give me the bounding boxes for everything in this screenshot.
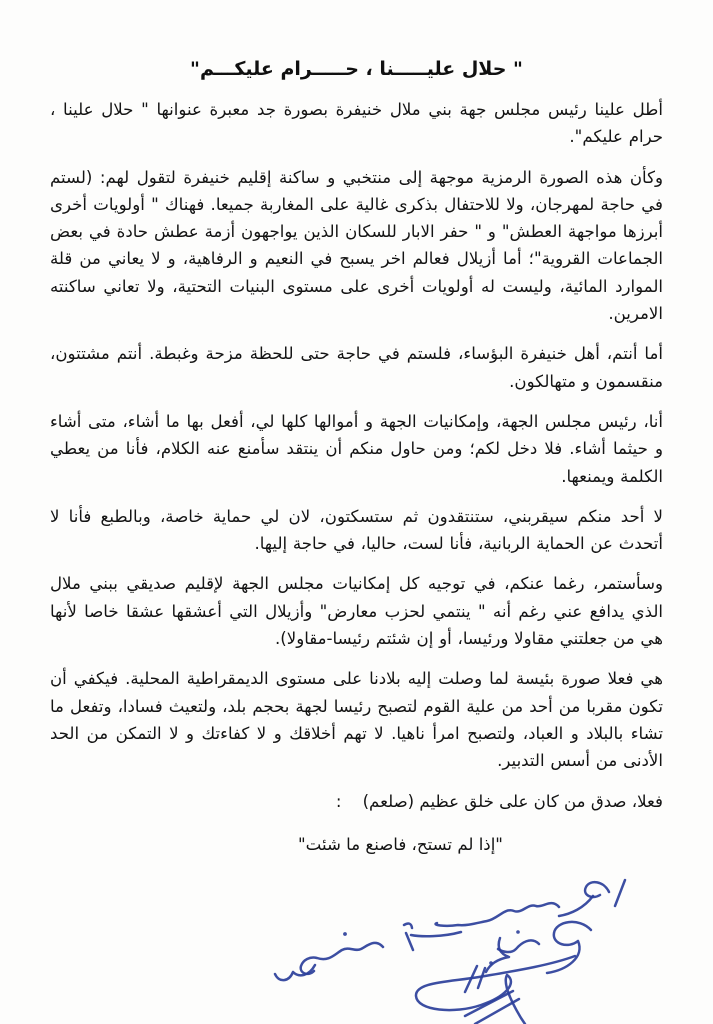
document-title: " حلال عليـــــنا ، حـــــرام عليكـــم" [190,58,523,80]
paragraph-local-democracy: هي فعلا صورة بئيسة لما وصلت إليه بلادنا على مستوى الديمقراطية المحلية. فيكفي أن تكون مقربا من أحد من علية القوم لتصبح رئيسا لجهة بحجم بلد، ولتعيث فسادا، وتفعل ما تشاء بالبلاد و العباد، ولتصبح امرأ ناهيا. لا تهم أخلاقك و لا كفاءتك و لا التمكن من الحد الأدنى من أسس التدبير. [50,669,663,771]
handwritten-signature [253,870,663,1024]
paragraph-intro: أطل علينا رئيس مجلس جهة بني ملال خنيفرة بصورة جد معبرة عنوانها " حلال علينا ، حرام عليكم". [50,100,663,147]
closing-line: فعلا، صدق من كان على خلق عظيم (صلعم) : [335,791,663,811]
hadith-quote: "إذا لم تستح، فاصنع ما شئت" [298,834,503,854]
paragraph-continue-funding: وسأستمر، رغما عنكم، في توجيه كل إمكانيات مجلس الجهة لإقليم صديقي ببني ملال الذي يدافع عني رغم أنه " ينتمي لحزب معارض" وأزيلال التي أعشقها عشقا خاصا لأنها هي من جعلتني مقاولا ورئيسا، أو إن شئتم رئيسا-مقاولا). [50,574,663,649]
signature-ink-strokes [253,870,663,1024]
paragraph-region-president: أنا، رئيس مجلس الجهة، وإمكانيات الجهة و أموالها كلها لي، أفعل بها ما أشاء، متى أشاء و حيثما أشاء. فلا دخل لكم؛ ومن حاول منكم أن ينتقد سأمنع عنه الكلام، فأنا من يعطي الكلمة ويمنعها. [50,411,663,486]
document-text-block [50,58,663,858]
paragraph-symbolic-message: وكأن هذه الصورة الرمزية موجهة إلى منتخبي و ساكنة إقليم خنيفرة لتقول لهم: (لستم في حاجة لمهرجان، ولا للاحتفال بذكرى غالية على المغاربة جميعا. فهناك " أولويات أخرى أبرزها مواجهة العطش" و " حفر الابار للسكان الذين يواجهون أزمة عطش حادة في بعض الجماعات القروية"؛ أما أزيلال فعالم اخر يسبح في النعيم و الرفاهية، و لا يعاني من قلة الموارد المائية، وليست له أولويات أخرى على مستوى البنيات التحتية، ولا تعاني ساكنته الامرين. [50,167,663,324]
paragraph-khenifra-people: أما أنتم، أهل خنيفرة البؤساء، فلستم في حاجة حتى للحظة مزحة وغبطة. أنتم مشتتون، منقسمون و متهالكون. [50,344,663,391]
paragraph-protection: لا أحد منكم سيقربني، ستنتقدون ثم ستسكتون، لان لي حماية خاصة، وبالطبع فأنا لا أتحدث عن الحماية الربانية، فأنا لست، حاليا، في حاجة إليها. [50,506,663,554]
